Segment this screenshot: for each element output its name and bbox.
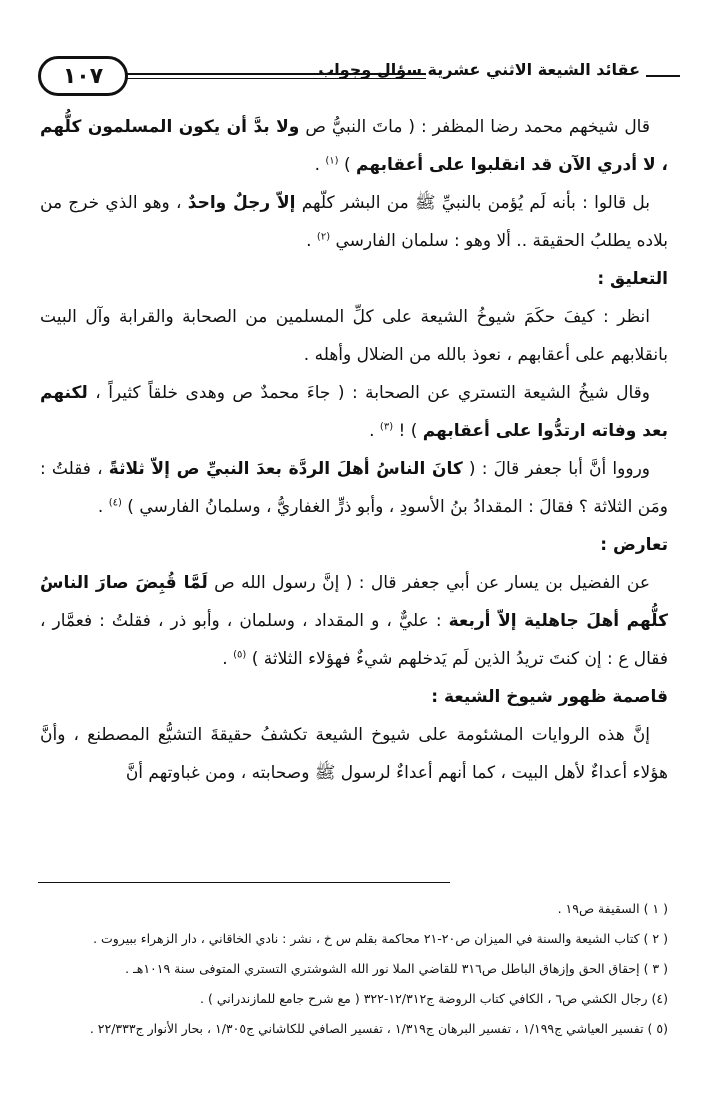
- footnote-separator: [38, 882, 450, 883]
- heading-commentary: التعليق :: [597, 269, 668, 289]
- footnote-ref: (٤): [108, 497, 122, 509]
- main-text: [40, 108, 668, 792]
- paragraph-7: إنَّ هذه الروايات المشئومة على شيوخ الشيعة تكشفُ حقيقةَ التشيُّع المصطنع ، وأنَّ هؤلاء أعداءٌ لأهل البيت ، كما أنهم أعداءٌ لرسول ﷺ وصحابته ، ومن غباوتهم أنَّ: [40, 725, 668, 783]
- footnote-5: (٥ ) تفسير العياشي ج١/١٩٩ ، تفسير البرهان ج١/٣١٩ ، تفسير الصافي للكاشاني ج١/٣٠٥ ، بحار الأنوار ج٢٢/٣٣٣ .: [89, 1021, 668, 1036]
- page-number: ١٠٧: [62, 63, 104, 89]
- footnotes: [38, 894, 668, 1044]
- paragraph-6: عن الفضيل بن يسار عن أبي جعفر قال : ( إنَّ رسول الله ص لَمَّا قُبِضَ صارَ الناسُ كلُّهم أهلَ جاهلية إلاّ أربعة : عليٌّ ، و المقداد ، وسلمان ، وأبو ذر ، فقلتُ : فعمَّار ، فقال ع : إن كنتَ تريدُ الذين لَم يَدخلهم شيءٌ فهؤلاء الثلاثة ) $^{(٥)}$ .: [40, 573, 668, 669]
- paragraph-1: قال شيخهم محمد رضا المظفر : ( ماتَ النبيُّ ص ولا بدَّ أن يكون المسلمون كلُّهم ، لا أدري الآن قد انقلبوا على أعقابهم ) $^{(١)}$ .: [40, 117, 668, 175]
- page-header: [30, 52, 680, 98]
- header-rule-thin: [126, 78, 426, 79]
- footnote-ref: (١): [325, 155, 339, 167]
- footnote-ref: (٣): [379, 421, 394, 433]
- paragraph-2: بل قالوا : بأنه لَم يُؤمن بالنبيِّ ﷺ من البشر كلّهم إلاّ رجلٌ واحدٌ ، وهو الذي خرج من بلاده يطلبُ الحقيقة .. ألا وهو : سلمان الفارسي $^{(٢)}$ .: [40, 193, 668, 251]
- paragraph-4: وقال شيخُ الشيعة التستري عن الصحابة : ( جاءَ محمدٌ ص وهدى خلقاً كثيراً ، لكنهم بعد وفاته ارتدُّوا على أعقابهم ) ! $^{(٣)}$ .: [40, 383, 668, 441]
- page-number-badge: [38, 56, 128, 96]
- header-rule-right: [646, 75, 680, 77]
- header-rule: [126, 73, 426, 75]
- footnote-4: (٤) رجال الكشي ص٦ ، الكافي كتاب الروضة ج١٢/٣١٢-٣٢٢ ( مع شرح جامع للمازندراني ) .: [200, 991, 668, 1006]
- paragraph-5: ورووا أنَّ أبا جعفر قالَ : ( كانَ الناسُ أهلَ الردَّة بعدَ النبيِّ ص إلاّ ثلاثةً ، فقلتُ : ومَن الثلاثة ؟ فقالَ : المقدادُ بنُ الأسودِ ، وأبو ذرٍّ الغفاريُّ ، وسلمانُ الفارسي ) $^{(٤)}$ .: [40, 459, 668, 517]
- heading-conclusion: قاصمة ظهور شيوخ الشيعة :: [431, 687, 668, 707]
- footnote-3: ( ٣ ) إحقاق الحق وإزهاق الباطل ص٣١٦ للقاضي الملا نور الله الشوشتري التستري المتوفى سنة ١٠١٩هـ .: [125, 961, 668, 976]
- running-title: عقائد الشيعة الاثني عشرية سؤال وجواب: [318, 60, 640, 79]
- footnote-ref: (٢): [316, 231, 331, 243]
- footnote-1: ( ١ ) السقيفة ص١٩ .: [557, 901, 668, 916]
- paragraph-3: انظر : كيفَ حكَمَ شيوخُ الشيعة على كلِّ المسلمين من الصحابة والقرابة وآل البيت بانقلابهم على أعقابهم ، نعوذ بالله من الضلال وأهله .: [40, 307, 668, 365]
- footnote-ref: (٥): [233, 649, 247, 661]
- heading-contradiction: تعارض :: [600, 535, 668, 555]
- footnote-2: ( ٢ ) كتاب الشيعة والسنة في الميزان ص٢٠-٢١ محاكمة بقلم س خ ، نشر : نادي الخاقاني ، دار الزهراء ببيروت .: [93, 931, 668, 946]
